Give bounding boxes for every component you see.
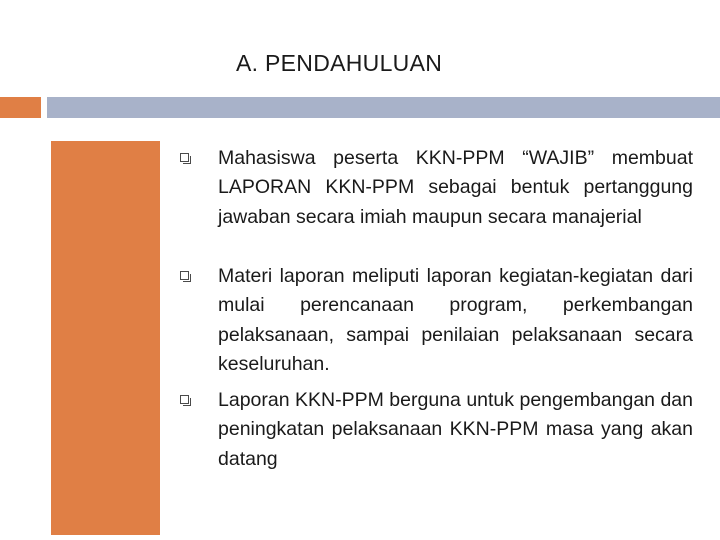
square-bullet-icon [180, 153, 189, 162]
square-bullet-icon [180, 271, 189, 280]
square-bullet-icon [180, 395, 189, 404]
bullet-item [218, 262, 693, 379]
bullet-item [218, 386, 693, 474]
header-rule-bar [47, 97, 720, 118]
slide-title: A. PENDAHULUAN [236, 50, 443, 76]
side-decoration-panel [51, 141, 160, 535]
bullet-text: Mahasiswa peserta KKN-PPM “WAJIB” membuat LAPORAN KKN-PPM sebagai bentuk pertanggung jawaban secara imiah maupun secara manajerial [218, 147, 693, 228]
header-rule-accent [0, 97, 41, 118]
bullet-item [218, 144, 693, 232]
bullet-text: Laporan KKN-PPM berguna untuk pengembangan dan peningkatan pelaksanaan KKN-PPM masa yang akan datang [218, 389, 693, 470]
bullet-text: Materi laporan meliputi laporan kegiatan-kegiatan dari mulai perencanaan program, perkembangan pelaksanaan, sampai penilaian pelaksanaan secara keseluruhan. [218, 265, 693, 375]
